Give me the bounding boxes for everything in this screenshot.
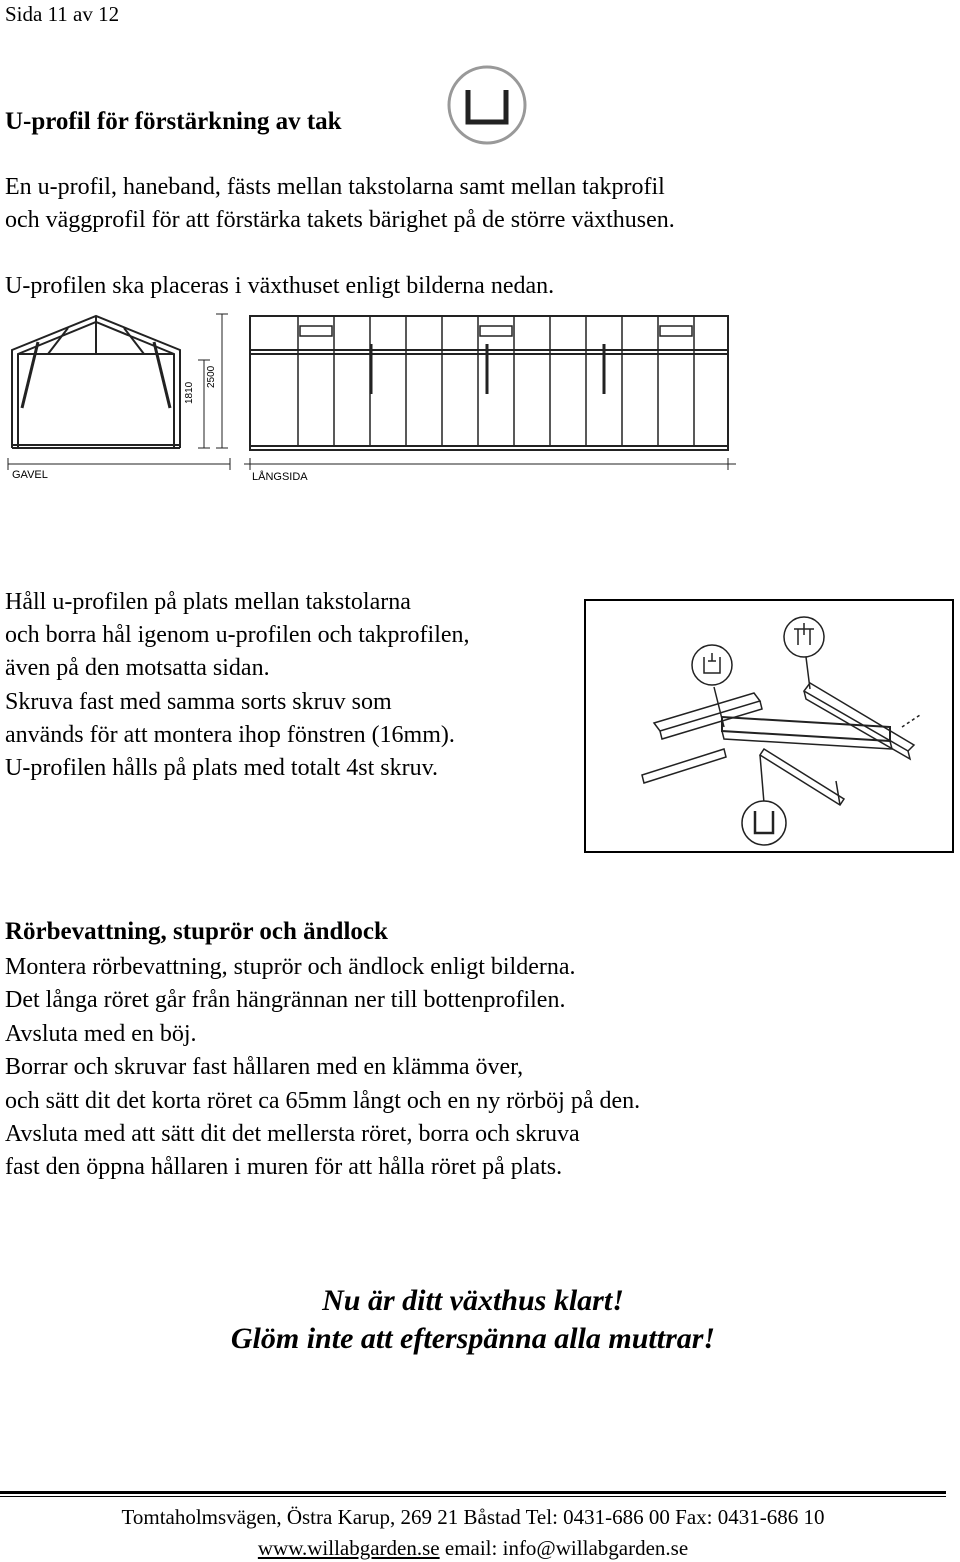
instruction-line-2: och borra hål igenom u-profilen och takprofilen,: [5, 622, 470, 648]
section-heading-pipe: Rörbevattning, stuprör och ändlock: [5, 918, 388, 945]
long-side-diagram: [244, 314, 736, 486]
gable-diagram: [8, 308, 230, 488]
footer-divider-thin: [0, 1496, 946, 1497]
footer-address: Tomtaholmsvägen, Östra Karup, 269 21 Båstad Tel: 0431-686 00 Fax: 0431-686 10: [121, 1505, 825, 1529]
footer-contact: [0, 1536, 946, 1561]
closing-line-1: Nu är ditt växthus klart!: [322, 1284, 624, 1317]
pipe-line-7: fast den öppna hållaren i muren för att hålla röret på plats.: [5, 1154, 563, 1180]
assembly-detail-figure: [584, 599, 954, 853]
section-heading-uprofil: U-profil för förstärkning av tak: [5, 108, 342, 135]
footer-divider: [0, 1491, 946, 1494]
u-profile-icon: [446, 64, 528, 146]
pipe-line-6: Avsluta med att sätt dit det mellersta röret, borra och skruva: [5, 1121, 580, 1147]
pipe-line-3: Avsluta med en böj.: [5, 1021, 197, 1047]
dim-2500-label: 2500: [206, 365, 217, 388]
instruction-line-1: Håll u-profilen på plats mellan takstolarna: [5, 589, 411, 615]
footer-email: email: info@willabgarden.se: [444, 1536, 689, 1560]
instruction-line-5: används för att montera ihop fönstren (16mm).: [5, 722, 455, 748]
pipe-line-2: Det långa röret går från hängrännan ner till bottenprofilen.: [5, 987, 566, 1013]
intro-line-1: En u-profil, haneband, fästs mellan takstolarna samt mellan takprofil: [5, 174, 665, 200]
long-side-label: LÅNGSIDA: [252, 471, 308, 483]
closing-line-2: Glöm inte att efterspänna alla muttrar!: [230, 1322, 716, 1355]
intro-line-2: och väggprofil för att förstärka takets bärighet på de större växthusen.: [5, 207, 675, 233]
pipe-line-5: och sätt dit det korta röret ca 65mm långt och en ny rörböj på den.: [5, 1088, 641, 1114]
page-number: Sida 11 av 12: [5, 2, 120, 26]
instruction-line-3: även på den motsatta sidan.: [5, 655, 270, 681]
instruction-line-6: U-profilen hålls på plats med totalt 4st skruv.: [5, 755, 439, 781]
placement-line: U-profilen ska placeras i växthuset enligt bilderna nedan.: [5, 273, 555, 299]
instruction-line-4: Skruva fast med samma sorts skruv som: [5, 689, 392, 715]
gable-label: GAVEL: [12, 469, 48, 481]
footer-website-link[interactable]: www.willabgarden.se: [257, 1536, 440, 1560]
pipe-line-1: Montera rörbevattning, stuprör och ändlock enligt bilderna.: [5, 954, 576, 980]
dim-1810-label: 1810: [184, 381, 195, 404]
pipe-line-4: Borrar och skruvar fast hållaren med en klämma över,: [5, 1054, 524, 1080]
